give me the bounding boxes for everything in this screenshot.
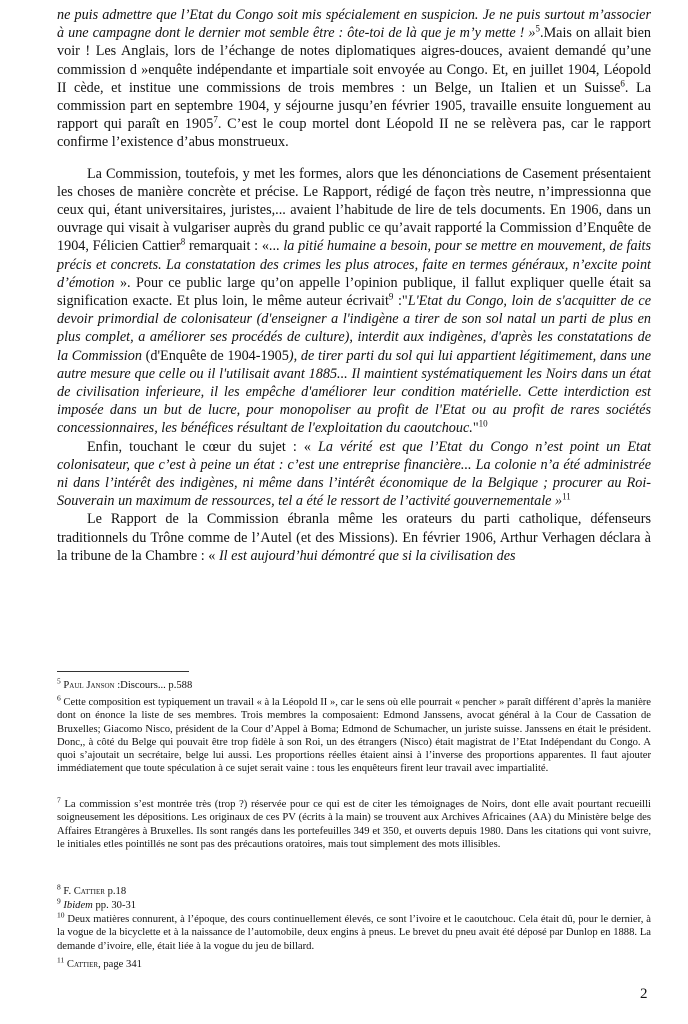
paragraph-text: . C’est le coup mortel dont Léopold II ne se relèvera pas, car le rapport confirme l’existence d’abus monstrueux.: [57, 116, 651, 151]
paragraph-text: remarquait : «...: [185, 238, 284, 255]
paragraph-1: [57, 6, 651, 152]
paragraph-text: ": [472, 420, 479, 437]
footnote-9: [57, 896, 651, 912]
paragraph-text: (d'Enquête de 1904-1905: [141, 347, 289, 364]
paragraph-text: La Commission, toutefois, y met les formes, alors que les dénonciations de Casement présentaient les choses de manière concrète et précise. Le Rapport, rédigé de façon très neutre, n’impressionna que ceux qui, étant universitaires, juristes,... avaient l’habitude de lire de tels documents. En 1906, dans un ouvrage qui visait à vulgariser auprès du grand public ce qu’avait rapporté la Commission d’Enquête de 1904, Félicien Cattier: [57, 165, 651, 255]
footnote-text: p.18: [104, 886, 127, 897]
footnote-author: Paul Janson: [63, 680, 115, 691]
quote-text: Il est aujourd’hui démontré que si la civilisation des: [218, 547, 516, 564]
footnote-author: F. Cattier: [63, 886, 105, 897]
paragraph-text: .Mais on allait bien voir ! Les Anglais, lors de l’échange de notes diplomatiques aigres-douces, avaient demandé qu’une commission d »enquête indépendante et impartiale soit envoyée au Congo. Et, en juillet 1904, Léopold II cède, et institue une commissions de trois membres : un Belge, un Italien et un Suisse: [57, 25, 651, 96]
footnote-ref-10[interactable]: 10: [478, 418, 488, 429]
footnote-10: [57, 910, 651, 953]
footnote-5: [57, 676, 651, 692]
footnote-7: [57, 795, 651, 851]
quote-text: L'Etat du Congo, loin de s'acquitter de ce devoir primordial de colonisateur (d'enseigner a l'indigène a tirer de son sol natal un parti de plus en plus complet, a améliorer ses procédés de culture), interdit aux indigènes, d'après les constatations de la Commission: [57, 293, 651, 364]
footnote-text: pp. 30-31: [92, 900, 137, 911]
footnote-text: , page 341: [98, 959, 142, 970]
footnote-text: Deux matières connurent, à l’époque, des cours continuellement élevés, ce sont l’ivoire et le caoutchouc. Cela était dû, pour le dernier, à la vogue de la bicyclette et à la naissance de l’automobile, deux engins à pneus. Le brevet du pneu avait été déposé par Dunlop en 1888. La demande d’ivoire, elle, était liée à la vogue du jeu de billard.: [57, 914, 651, 952]
footnote-ref-9[interactable]: 9: [388, 291, 394, 302]
paragraph-text: :": [393, 293, 408, 310]
footnote-8: [57, 882, 651, 898]
quote-text: ), de tirer parti du sol qui lui appartient légitimement, dans une autre mesure que celle ou il l'utilisait avant 1885... Il maintient systématiquement les Noirs dans un état de civilisation inferieure, il les empêche d'améliorer leur condition matérielle. Cette interdiction est imposée dans un but de lucre, pour monopoliser au profit de l'Etat ou au profit de rares sociétés concessionnaires, les bénéfices résultant de l'exploitation du caoutchouc.: [57, 347, 651, 437]
page-number: 2: [640, 986, 648, 1002]
footnote-6: [57, 693, 651, 776]
footnote-text: :Discours... p.588: [114, 680, 193, 691]
footnote-text: La commission s’est montrée très (trop ?) réservée pour ce qui est de citer les témoignages de Noirs, dont elle avait pourtant recueilli soigneusement les dépositions. Les originaux de ces PV (écrits à la main) se trouvent aux Archives Africaines (AA) du Ministère belge des Affaires Etrangères à Bruxelles. Ils sont rangés dans les portefeuilles 349 et 350, et ouverts depuis 1980. Dans les citations qui vont suivre, le initiales etles pointillés ne sont pas des précautions oratoires, mais tout simplement des mots illisibles.: [57, 799, 651, 850]
paragraph-text: ». Pour ce public large qu’on appelle l’opinion publique, il fallut expliquer quelle était sa signification exacte. Et plus loin, le même auteur écrivait: [57, 274, 651, 310]
quote-text: La vérité est que l’Etat du Congo n’est point un Etat colonisateur, que c’est à peine un état : c’est une entreprise financière... La colonie n’a été administrée ni dans l’intérêt des indigènes, ni même dans l’intérêt économique de la Belgique ; procurer au Roi-Souverain un maximum de ressources, tel a été le ressort de l’activité gouvernementale »: [57, 438, 651, 510]
footnote-ref-5[interactable]: 5: [535, 23, 541, 34]
footnote-number: 5: [57, 676, 61, 686]
footnote-number: 8: [57, 882, 61, 892]
footnote-divider: [57, 671, 189, 672]
footnote-11: [57, 955, 651, 971]
footnote-number: 6: [57, 693, 61, 703]
footnote-ref-11[interactable]: 11: [562, 491, 571, 502]
footnote-ref-7[interactable]: 7: [213, 114, 218, 125]
footnote-ref-6[interactable]: 6: [620, 78, 625, 89]
paragraph-4: [57, 510, 651, 565]
footnote-ref-8[interactable]: 8: [180, 236, 186, 247]
quote-text: la pitié humaine a besoin, pour se mettre en mouvement, de faits précis et concrets. La constatation des crimes les plus atroces, faite en termes généraux, n’excite point d’émotion: [57, 238, 651, 291]
footnote-author: Cattier: [66, 959, 99, 970]
paragraph-2: [57, 165, 651, 438]
footnote-number: 7: [57, 795, 61, 805]
main-text: [57, 6, 651, 565]
quote-text: ne puis admettre que l’Etat du Congo soit mis spécialement en suspicion. Je ne puis surtout m’associer à une campagne dont le dernier mot semble être : ôte-toi de là que je m’y mette ! »: [57, 7, 651, 42]
paragraph-text: . La commission part en septembre 1904, y séjourne jusqu’en février 1905, travaille ensuite longuement au rapport qui paraît en 1905: [57, 79, 651, 133]
paragraph-3: [57, 438, 651, 511]
paragraph-text: Enfin, touchant le cœur du sujet : «: [87, 438, 318, 455]
footnote-text: Cette composition est typiquement un travail « à la Léopold II », car le sens où elle pourrait « pencher » paraît différent d’après la manière dont on énonce la liste de ses membres. Trois membres la composaient: Edmond Janssens, avocat général à la Cour de Cassation de Bruxelles; Giacomo Nisco, président de la Cour d’Appel à Boma; Edmond de Schumacher, un juriste suisse. Janssens en était le président. Donc,, à côté du Belge qui pouvait être trop fidèle à son Roi, un des étrangers (Nisco) était magistrat de l’Etat Indépendant du Congo. A quoi s’ajoutait un secrétaire, belge lui aussi. Les proportions réelles étaient ainsi à l’inverse des proportions apparentes. Il faut ajouter immédiatement que toute spéculation à ce sujet serait vaine : tous les enquêteurs firent leur travail avec impartialité.: [57, 697, 651, 775]
footnote-number: 10: [57, 910, 65, 920]
footnote-number: 11: [57, 955, 65, 965]
paragraph-text: Le Rapport de la Commission ébranla même les orateurs du parti catholique, défenseurs traditionnels du Trône comme de l’Autel (et des Missions). En février 1906, Arthur Verhagen déclara à la tribune de la Chambre : «: [57, 511, 651, 564]
footnote-ibidem: Ibidem: [63, 900, 93, 911]
footnote-number: 9: [57, 896, 61, 906]
